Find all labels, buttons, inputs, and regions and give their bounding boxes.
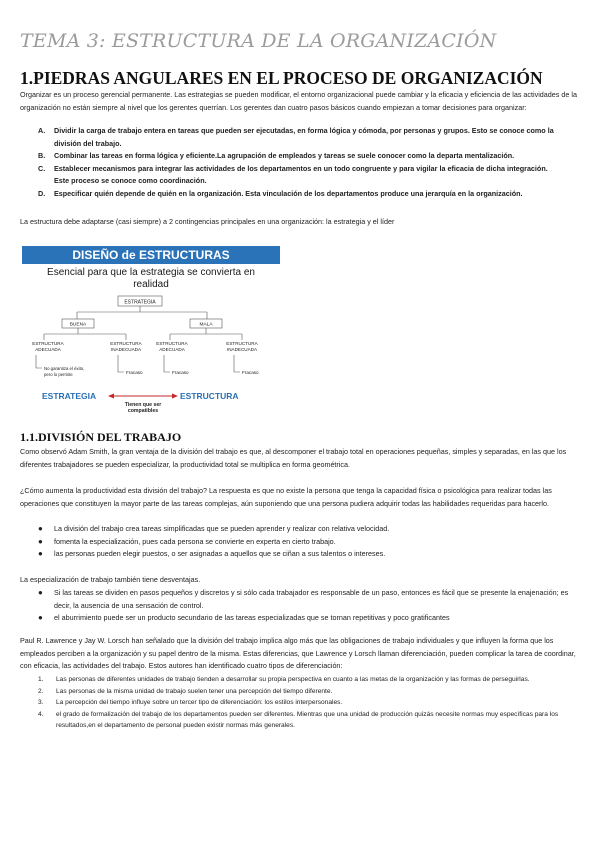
list-item-text: el aburrimiento puede ser un producto secundario de las tareas especializadas que se tornan repetitivas y poco gratificantes <box>54 613 450 623</box>
differentiation-types-list <box>20 674 580 732</box>
bullet-icon: ● <box>38 588 43 597</box>
buena-label: BUENA <box>69 322 87 328</box>
structure-design-diagram <box>22 246 280 416</box>
bullet-icon: ● <box>38 613 43 623</box>
compat-line1: Tienen que ser <box>124 402 162 408</box>
diagram-subtitle-line2: realidad <box>133 279 169 290</box>
arrow-left-icon <box>108 394 114 399</box>
list-item <box>20 150 560 163</box>
list-item-text: Las personas de diferentes unidades de trabajo tienden a desarrollar su propia perspectiva en cuanto a las metas de la organización y las formas de perseguirlas. <box>56 676 530 683</box>
adapt-paragraph: La estructura debe adaptarse (casi siempre) a 2 contingencias principales en una organización: la estrategia y el líder <box>20 217 395 226</box>
outcome-connector <box>234 355 240 372</box>
list-item-text: Establecer mecanismos para integrar las actividades de los departamentos en un todo congruente y para vigilar la eficacia de dicha integración. Este proceso se conoce como coordinación. <box>54 163 548 186</box>
outcome-connector <box>118 355 124 372</box>
list-item <box>20 163 560 188</box>
list-item <box>20 612 580 625</box>
compat-line2: compatibles <box>127 408 159 414</box>
list-item-text: Combinar las tareas en forma lógica y eficiente.La agrupación de empleados y tareas se suele conocer como la departa mentalización. <box>54 151 515 161</box>
leaf-4-line1: ESTRUCTURA <box>226 341 258 346</box>
diagram-title: DISEÑO de ESTRUCTURAS <box>72 248 230 262</box>
leaf-4-line2: INADECUADA <box>226 347 258 352</box>
list-item <box>20 709 580 732</box>
list-item <box>20 686 580 698</box>
disadvantages-list <box>20 587 580 625</box>
leaf-1-line1: ESTRUCTURA <box>32 341 64 346</box>
list-item-text: Dividir la carga de trabajo entera en tareas que pueden ser ejecutadas, en forma lógica y cómoda, por personas y grupos. Esto se conoce como la división del trabajo. <box>54 126 554 148</box>
bullet-icon: ● <box>38 524 43 533</box>
root-label: ESTRATEGIA <box>124 299 156 306</box>
mala-label: MALA <box>199 322 213 328</box>
list-marker: A. <box>38 126 46 135</box>
bullet-icon: ● <box>38 536 43 546</box>
list-item-text: fomenta la especialización, pues cada persona se convierte en experta en cierto trabajo. <box>54 536 336 546</box>
list-marker: 3. <box>38 699 44 706</box>
tema-heading: TEMA 3: ESTRUCTURA DE LA ORGANIZACIÓN <box>20 30 497 52</box>
estructura-label: ESTRUCTURA <box>180 391 239 401</box>
section-1-1-title: 1.1.DIVISIÓN DEL TRABAJO <box>20 430 182 444</box>
list-item <box>20 523 580 536</box>
outcome-4: Fracaso <box>242 370 259 375</box>
list-marker: D. <box>38 188 46 198</box>
list-item <box>20 548 580 561</box>
list-item-text: La percepción del tiempo influye sobre un tercer tipo de diferenciación: los estilos interpersonales. <box>56 699 343 706</box>
outcome-2: Fracaso <box>126 370 143 375</box>
list-item <box>20 188 560 201</box>
leaf-3-line1: ESTRUCTURA <box>156 341 188 346</box>
section-1-title: 1.PIEDRAS ANGULARES EN EL PROCESO DE ORGANIZACIÓN <box>20 68 543 88</box>
list-item <box>20 125 560 150</box>
outcome-1-line1: No garantiza el éxito, <box>44 366 85 371</box>
bullet-icon: ● <box>38 549 43 559</box>
outcome-1-line2: pero lo permite <box>44 372 73 377</box>
outcome-3: Fracaso <box>172 370 189 375</box>
estrategia-label: ESTRATEGIA <box>42 391 97 401</box>
list-item-text: Si las tareas se dividen en pasos pequeños y discretos y si sólo cada trabajador es responsable de un paso, entonces es fácil que se presente la enajenación; es decir, la ausencia de una sensación de control. <box>54 588 569 610</box>
list-item-text: Las personas de la misma unidad de trabajo suelen tener una percepción del tiempo diferente. <box>56 687 333 695</box>
section-1-intro: Organizar es un proceso gerencial permanente. Las estrategias se pueden modificar, el entorno organizacional puede cambiar y la eficacia y eficiencia de las actividades de la organización no están siempre al nivel que los gerentes querrían. Los gerentes dan cuatro pasos básicos cuando empiezan a tomar decisiones para organizar: <box>20 90 577 112</box>
list-item <box>20 697 580 709</box>
leaf-2-line1: ESTRUCTURA <box>110 341 142 346</box>
list-item-text: La división del trabajo crea tareas simplificadas que se pueden aprender y realizar con relativa velocidad. <box>54 524 390 533</box>
disadvantages-intro: La especialización de trabajo también tiene desventajas. <box>20 575 201 584</box>
list-marker: 1. <box>38 676 44 683</box>
arrow-right-icon <box>172 394 178 399</box>
advantages-list <box>20 523 580 561</box>
list-marker: B. <box>38 151 46 161</box>
adam-smith-paragraph: Como observó Adam Smith, la gran ventaja de la división del trabajo es que, al descomponer el trabajo total en operaciones pequeñas, simples y separadas, en las que los diferentes trabajadores se pueden especializar, la productividad total se multiplica en forma geométrica. <box>20 447 567 469</box>
leaf-1-line2: ADECUADA <box>35 347 61 352</box>
list-marker: 2. <box>38 687 44 695</box>
organizing-steps-list <box>20 125 560 201</box>
leaf-2-line2: INADECUADA <box>110 347 142 352</box>
productivity-paragraph: ¿Cómo aumenta la productividad esta división del trabajo? La respuesta es que no existe la persona que tenga la capacidad física o psicológica para realizar todas las operaciones que constituyen la mayor parte de las tareas complejas, aún suponiendo que una persona pudiera adquirir todas las habilidades requeridas para hacerlo. <box>20 486 552 508</box>
list-item <box>20 674 580 686</box>
list-item <box>20 536 580 549</box>
leaf-3-line2: ADECUADA <box>159 347 185 352</box>
outcome-connector <box>164 355 170 372</box>
outcome-connector <box>36 355 42 368</box>
list-item-text: el grado de formalización del trabajo de los departamentos pueden ser diferentes. Mientras que una unidad de producción quizás necesite normas muy específicas para los resultados,en el departamento de personal pueden existir normas más generales. <box>56 710 559 729</box>
list-item <box>20 587 580 612</box>
diagram-subtitle-line1: Esencial para que la estrategia se convierta en <box>47 267 255 278</box>
list-item-text: las personas pueden elegir puestos, o ser asignadas a aquellos que se ciñan a sus talentos o intereses. <box>54 549 386 559</box>
list-item-text: Especificar quién depende de quién en la organización. Esta vinculación de los departamentos produce una jerarquía en la organización. <box>54 188 523 198</box>
lawrence-lorsch-paragraph: Paul R. Lawrence y Jay W. Lorsch han señalado que la división del trabajo implica algo más que las obligaciones de trabajo individuales y que influyen la forma que los empleados perciben a la organización y su papel dentro de la misma. Estas diferencias, que Lawrence y Lorsch llaman diferenciación, pueden complicar la tarea de coordinar, con eficacia, las actividades del trabajo. Estos autores han identificado cuatro tipos de diferenciación: <box>20 636 576 671</box>
list-marker: C. <box>38 163 46 173</box>
list-marker: 4. <box>38 710 44 718</box>
